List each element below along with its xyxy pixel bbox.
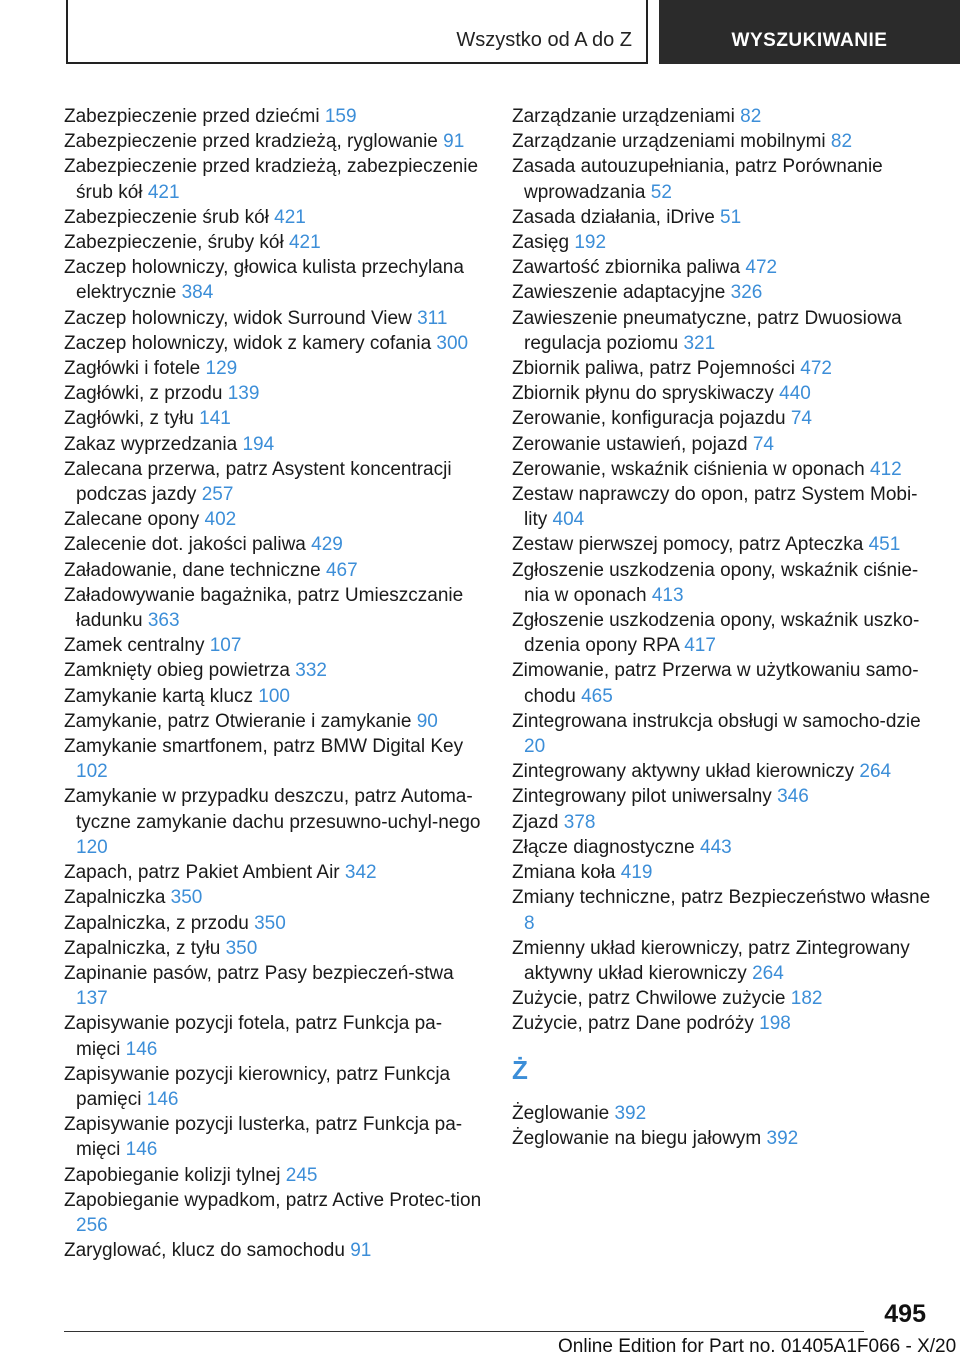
- page-link[interactable]: 91: [443, 131, 465, 153]
- index-entry-text: Zapobieganie kolizji tylnej: [64, 1164, 281, 1186]
- index-entry-text: Zarządzanie urządzeniami: [512, 106, 735, 127]
- page-link[interactable]: 141: [199, 408, 231, 430]
- index-entry-text: Zamykanie, patrz Otwieranie i zamykanie: [64, 710, 412, 732]
- page-link[interactable]: 20: [524, 736, 546, 758]
- page-link[interactable]: 350: [225, 937, 258, 959]
- index-entry-text: Zabezpieczenie przed dziećmi: [64, 106, 320, 127]
- index-entry-text: Zasada autouzupełniania, patrz Porównanie wprowadzania: [512, 156, 883, 203]
- index-entry: [64, 684, 484, 709]
- index-entry-text: Zabezpieczenie śrub kół: [64, 206, 269, 228]
- index-entry: [64, 734, 484, 784]
- page-link[interactable]: 451: [868, 534, 901, 556]
- index-entry: [512, 381, 932, 406]
- index-entry: [64, 507, 484, 532]
- index-entry-text: Zawieszenie pneumatyczne, patrz Dwuosiowa regulacja poziomu: [512, 307, 902, 354]
- index-entry: [64, 331, 484, 356]
- page-link[interactable]: 146: [146, 1088, 179, 1110]
- page-link[interactable]: 245: [285, 1164, 318, 1186]
- page-link[interactable]: 256: [76, 1214, 108, 1236]
- index-entry-text: Zalecenie dot. jakości paliwa: [64, 534, 306, 556]
- index-entry-text: Zapisywanie pozycji kierownicy, patrz Funkcja pamięci: [64, 1063, 451, 1110]
- index-entry: [64, 205, 484, 230]
- index-entry: [512, 104, 932, 129]
- page-link[interactable]: 159: [324, 106, 357, 127]
- page-link[interactable]: 421: [147, 181, 180, 203]
- index-entry-text: Zapisywanie pozycji lusterka, patrz Funkcja pa-mięci: [64, 1114, 463, 1161]
- page-link[interactable]: 129: [205, 358, 238, 380]
- page-link[interactable]: 467: [325, 559, 358, 581]
- index-entry-text: Zintegrowana instrukcja obsługi w samocho-dzie: [512, 710, 921, 732]
- page-link[interactable]: 417: [684, 635, 716, 657]
- index-entry-text: Zabezpieczenie przed kradzieżą, zabezpieczenie śrub kół: [64, 156, 479, 203]
- index-entry: [512, 532, 932, 557]
- page-link[interactable]: 91: [350, 1240, 372, 1262]
- index-entry-text: Zamykanie smartfonem, patrz BMW Digital Key: [64, 736, 464, 758]
- index-entry: [64, 1011, 484, 1061]
- page-link[interactable]: 363: [147, 610, 180, 632]
- index-entry-text: Żeglowanie na biegu jałowym: [512, 1127, 762, 1149]
- index-entry-text: Zimowanie, patrz Przerwa w użytkowaniu samo-chodu: [512, 660, 919, 707]
- page-link[interactable]: 146: [125, 1038, 158, 1060]
- page-link[interactable]: 472: [745, 257, 778, 279]
- page-link[interactable]: 392: [766, 1127, 799, 1149]
- header-tab-a-to-z[interactable]: [66, 0, 648, 64]
- index-entry: [64, 885, 484, 910]
- page-link[interactable]: 82: [830, 131, 853, 153]
- index-entry-text: Zapach, patrz Pakiet Ambient Air: [64, 862, 340, 884]
- page-link[interactable]: 419: [620, 862, 653, 884]
- index-entry-text: Zakaz wyprzedzania: [64, 433, 238, 455]
- index-entry-text: Zapinanie pasów, patrz Pasy bezpieczeń-stwa: [64, 962, 454, 984]
- index-entry: [512, 759, 932, 784]
- index-entry-text: Zawartość zbiornika paliwa: [512, 257, 741, 279]
- index-entry: [512, 280, 932, 305]
- page-link[interactable]: 392: [614, 1102, 647, 1124]
- page-link[interactable]: 264: [752, 962, 784, 984]
- section-letter: Ż: [512, 1054, 528, 1085]
- index-entry: [512, 457, 932, 482]
- index-entry: [64, 860, 484, 885]
- index-entry: [512, 885, 932, 935]
- index-entry: [512, 406, 932, 431]
- index-entry-text: Zaryglować, klucz do samochodu: [64, 1240, 345, 1262]
- index-entry: [512, 709, 932, 759]
- page-link[interactable]: 90: [416, 710, 438, 732]
- footer-text: Online Edition for Part no. 01405A1F066 - X/20: [558, 1336, 957, 1357]
- index-entry: [64, 230, 484, 255]
- index-entry: [64, 104, 484, 129]
- index-entry: [64, 1062, 484, 1112]
- page-link[interactable]: 137: [76, 988, 108, 1010]
- footer-rule: [64, 1331, 864, 1332]
- index-entry: [64, 911, 484, 936]
- index-entry: [512, 558, 932, 608]
- page-link[interactable]: 51: [720, 206, 742, 228]
- index-entry: [512, 255, 932, 280]
- index-entry-text: Zalecana przerwa, patrz Asystent koncentracji podczas jazdy: [64, 458, 452, 506]
- page-link[interactable]: 443: [700, 836, 732, 858]
- index-entry: [512, 986, 932, 1011]
- page-link[interactable]: 404: [552, 509, 585, 531]
- index-entry-text: Zapobieganie wypadkom, patrz Active Protec-tion: [64, 1189, 482, 1211]
- page-link[interactable]: 332: [295, 660, 327, 682]
- index-entry-text: Zmienny układ kierowniczy, patrz Zintegrowany aktywny układ kierowniczy: [512, 937, 910, 984]
- index-entry: [64, 633, 484, 658]
- page-link[interactable]: 102: [76, 761, 108, 783]
- index-column-left: [64, 104, 484, 1263]
- index-entry: [512, 432, 932, 457]
- index-entry: [64, 381, 484, 406]
- index-entry-text: Zgłoszenie uszkodzenia opony, wskaźnik uszko-dzenia opony RPA: [512, 610, 920, 657]
- page-link[interactable]: 264: [859, 761, 892, 783]
- index-entry-text: Zestaw pierwszej pomocy, patrz Apteczka: [512, 534, 864, 556]
- index-entry: [512, 860, 932, 885]
- index-entry: [512, 154, 932, 204]
- index-entry-text: Zestaw naprawczy do opon, patrz System Mobi-lity: [512, 484, 918, 531]
- index-entry-text: Zbiornik paliwa, patrz Pojemności: [512, 358, 796, 380]
- index-entry-text: Zalecane opony: [64, 509, 200, 531]
- index-entry-text: Zaczep holowniczy, głowica kulista przechylana elektrycznie: [64, 257, 464, 304]
- page-link[interactable]: 300: [436, 332, 469, 354]
- page-link[interactable]: 429: [311, 534, 343, 556]
- index-entry-text: Zaczep holowniczy, widok z kamery cofania: [64, 332, 432, 354]
- page-link[interactable]: 421: [274, 206, 306, 228]
- index-entry-text: Zmiana koła: [512, 862, 616, 884]
- index-entry-text: Zamykanie kartą klucz: [64, 685, 254, 707]
- page-link[interactable]: 346: [777, 786, 809, 808]
- index-entry-text: Zamek centralny: [64, 635, 205, 657]
- page-link[interactable]: 82: [740, 106, 762, 127]
- index-entry: [512, 356, 932, 381]
- index-entry: [64, 532, 484, 557]
- index-entry: [512, 482, 932, 532]
- index-entry: [512, 608, 932, 658]
- index-entry: [64, 1188, 484, 1238]
- index-entry-text: Zabezpieczenie przed kradzieżą, ryglowanie: [64, 131, 438, 153]
- page-link[interactable]: 321: [683, 332, 716, 354]
- index-entry-text: Zintegrowany aktywny układ kierowniczy: [512, 761, 855, 783]
- page-link[interactable]: 257: [201, 484, 234, 506]
- index-entry: [512, 1011, 932, 1036]
- page-link[interactable]: 421: [288, 232, 321, 254]
- page-link[interactable]: 107: [209, 635, 242, 657]
- index-entry: [64, 154, 484, 204]
- index-entry-text: Załadowywanie bagażnika, patrz Umieszczanie ładunku: [64, 584, 464, 632]
- page-link[interactable]: 465: [581, 685, 613, 707]
- index-entry: [64, 306, 484, 331]
- page-link[interactable]: 378: [563, 811, 596, 833]
- page-link[interactable]: 192: [574, 232, 607, 254]
- index-entry: [512, 1126, 932, 1151]
- index-entry: [64, 255, 484, 305]
- header-active-label: WYSZUKIWANIE: [731, 30, 888, 51]
- index-entry: [512, 1101, 932, 1126]
- page-link[interactable]: 413: [651, 584, 684, 606]
- page-link[interactable]: 342: [344, 862, 377, 884]
- index-entry-text: Zagłówki, z tyłu: [64, 408, 194, 430]
- index-list-z: [512, 104, 932, 1037]
- index-list-z-dot: [512, 1101, 932, 1151]
- index-entry: [64, 1163, 484, 1188]
- index-entry: [64, 356, 484, 381]
- index-entry-text: Zapalniczka: [64, 887, 166, 909]
- page-link[interactable]: 52: [650, 181, 672, 203]
- page-link[interactable]: 100: [258, 685, 290, 707]
- page-link[interactable]: 8: [524, 912, 535, 934]
- index-entry: [512, 306, 932, 356]
- index-entry-text: Zapisywanie pozycji fotela, patrz Funkcja pa-mięci: [64, 1013, 443, 1060]
- page-link[interactable]: 120: [76, 836, 108, 858]
- index-entry-text: Zagłówki i fotele: [64, 358, 201, 380]
- page-link[interactable]: 440: [779, 383, 811, 405]
- index-entry: [64, 709, 484, 734]
- index-entry: [64, 784, 484, 860]
- page-link[interactable]: 402: [204, 509, 237, 531]
- index-entry-text: Zawieszenie adaptacyjne: [512, 282, 726, 304]
- page-link[interactable]: 74: [790, 408, 812, 430]
- index-entry-text: Zapalniczka, z tyłu: [64, 937, 221, 959]
- index-entry: [64, 583, 484, 633]
- index-entry-text: Zamknięty obieg powietrza: [64, 660, 290, 682]
- index-entry: [64, 936, 484, 961]
- header-tab-search[interactable]: [659, 0, 960, 64]
- index-entry-text: Zapalniczka, z przodu: [64, 912, 249, 934]
- page-link[interactable]: 326: [730, 282, 763, 304]
- page-link[interactable]: 311: [417, 307, 448, 329]
- index-entry-text: Zintegrowany pilot uniwersalny: [512, 786, 772, 808]
- page-link[interactable]: 146: [125, 1139, 158, 1161]
- index-entry: [512, 658, 932, 708]
- index-entry: [512, 810, 932, 835]
- page-link[interactable]: 198: [759, 1013, 791, 1035]
- index-entry: [512, 230, 932, 255]
- index-entry-text: Żeglowanie: [512, 1102, 610, 1124]
- index-entry: [512, 936, 932, 986]
- page-link[interactable]: 194: [242, 433, 275, 455]
- index-column-right: [512, 104, 932, 1151]
- index-entry-text: Załadowanie, dane techniczne: [64, 559, 321, 581]
- index-entry: [64, 558, 484, 583]
- index-entry-text: Zerowanie, konfiguracja pojazdu: [512, 408, 786, 430]
- page-link[interactable]: 350: [254, 912, 286, 934]
- page-link[interactable]: 74: [752, 433, 774, 455]
- index-entry-text: Zarządzanie urządzeniami mobilnymi: [512, 131, 826, 153]
- index-entry-text: Zgłoszenie uszkodzenia opony, wskaźnik ciśnie-nia w oponach: [512, 559, 919, 606]
- index-entry-text: Zbiornik płynu do spryskiwaczy: [512, 383, 774, 405]
- index-entry: [512, 205, 932, 230]
- index-entry: [64, 406, 484, 431]
- page-number: 495: [884, 1300, 926, 1328]
- index-entry-text: Zużycie, patrz Chwilowe zużycie: [512, 988, 786, 1010]
- index-entry: [64, 1238, 484, 1263]
- index-entry-text: Zerowanie ustawień, pojazd: [512, 433, 748, 455]
- page-link[interactable]: 412: [870, 458, 902, 480]
- index-entry-text: Zasięg: [512, 232, 570, 254]
- index-entry-text: Zabezpieczenie, śruby kół: [64, 232, 284, 254]
- index-entry-text: Zasada działania, iDrive: [512, 206, 715, 228]
- index-entry-text: Zaczep holowniczy, widok Surround View: [64, 307, 412, 329]
- index-entry: [64, 432, 484, 457]
- header-tab-label: Wszystko od A do Z: [456, 29, 632, 51]
- index-entry-text: Zagłówki, z przodu: [64, 383, 223, 405]
- page-link[interactable]: 472: [800, 358, 832, 380]
- index-entry: [64, 457, 484, 507]
- index-entry-text: Złącze diagnostyczne: [512, 836, 695, 858]
- index-entry-text: Zamykanie w przypadku deszczu, patrz Automa-tyczne zamykanie dachu przesuwno-uchyl-nego: [64, 786, 481, 833]
- index-entry: [512, 129, 932, 154]
- page-link[interactable]: 182: [790, 988, 823, 1010]
- index-entry: [512, 835, 932, 860]
- page-link[interactable]: 350: [170, 887, 203, 909]
- index-entry-text: Zjazd: [512, 811, 559, 833]
- index-entry: [64, 961, 484, 1011]
- index-entry-text: Zmiany techniczne, patrz Bezpieczeństwo własne: [512, 887, 931, 909]
- page-link[interactable]: 384: [181, 282, 214, 304]
- page-link[interactable]: 139: [227, 383, 260, 405]
- index-entry: [512, 784, 932, 809]
- index-entry: [64, 658, 484, 683]
- index-entry: [64, 129, 484, 154]
- index-entry-text: Zerowanie, wskaźnik ciśnienia w oponach: [512, 458, 865, 480]
- index-entry: [64, 1112, 484, 1162]
- index-entry-text: Zużycie, patrz Dane podróży: [512, 1013, 754, 1035]
